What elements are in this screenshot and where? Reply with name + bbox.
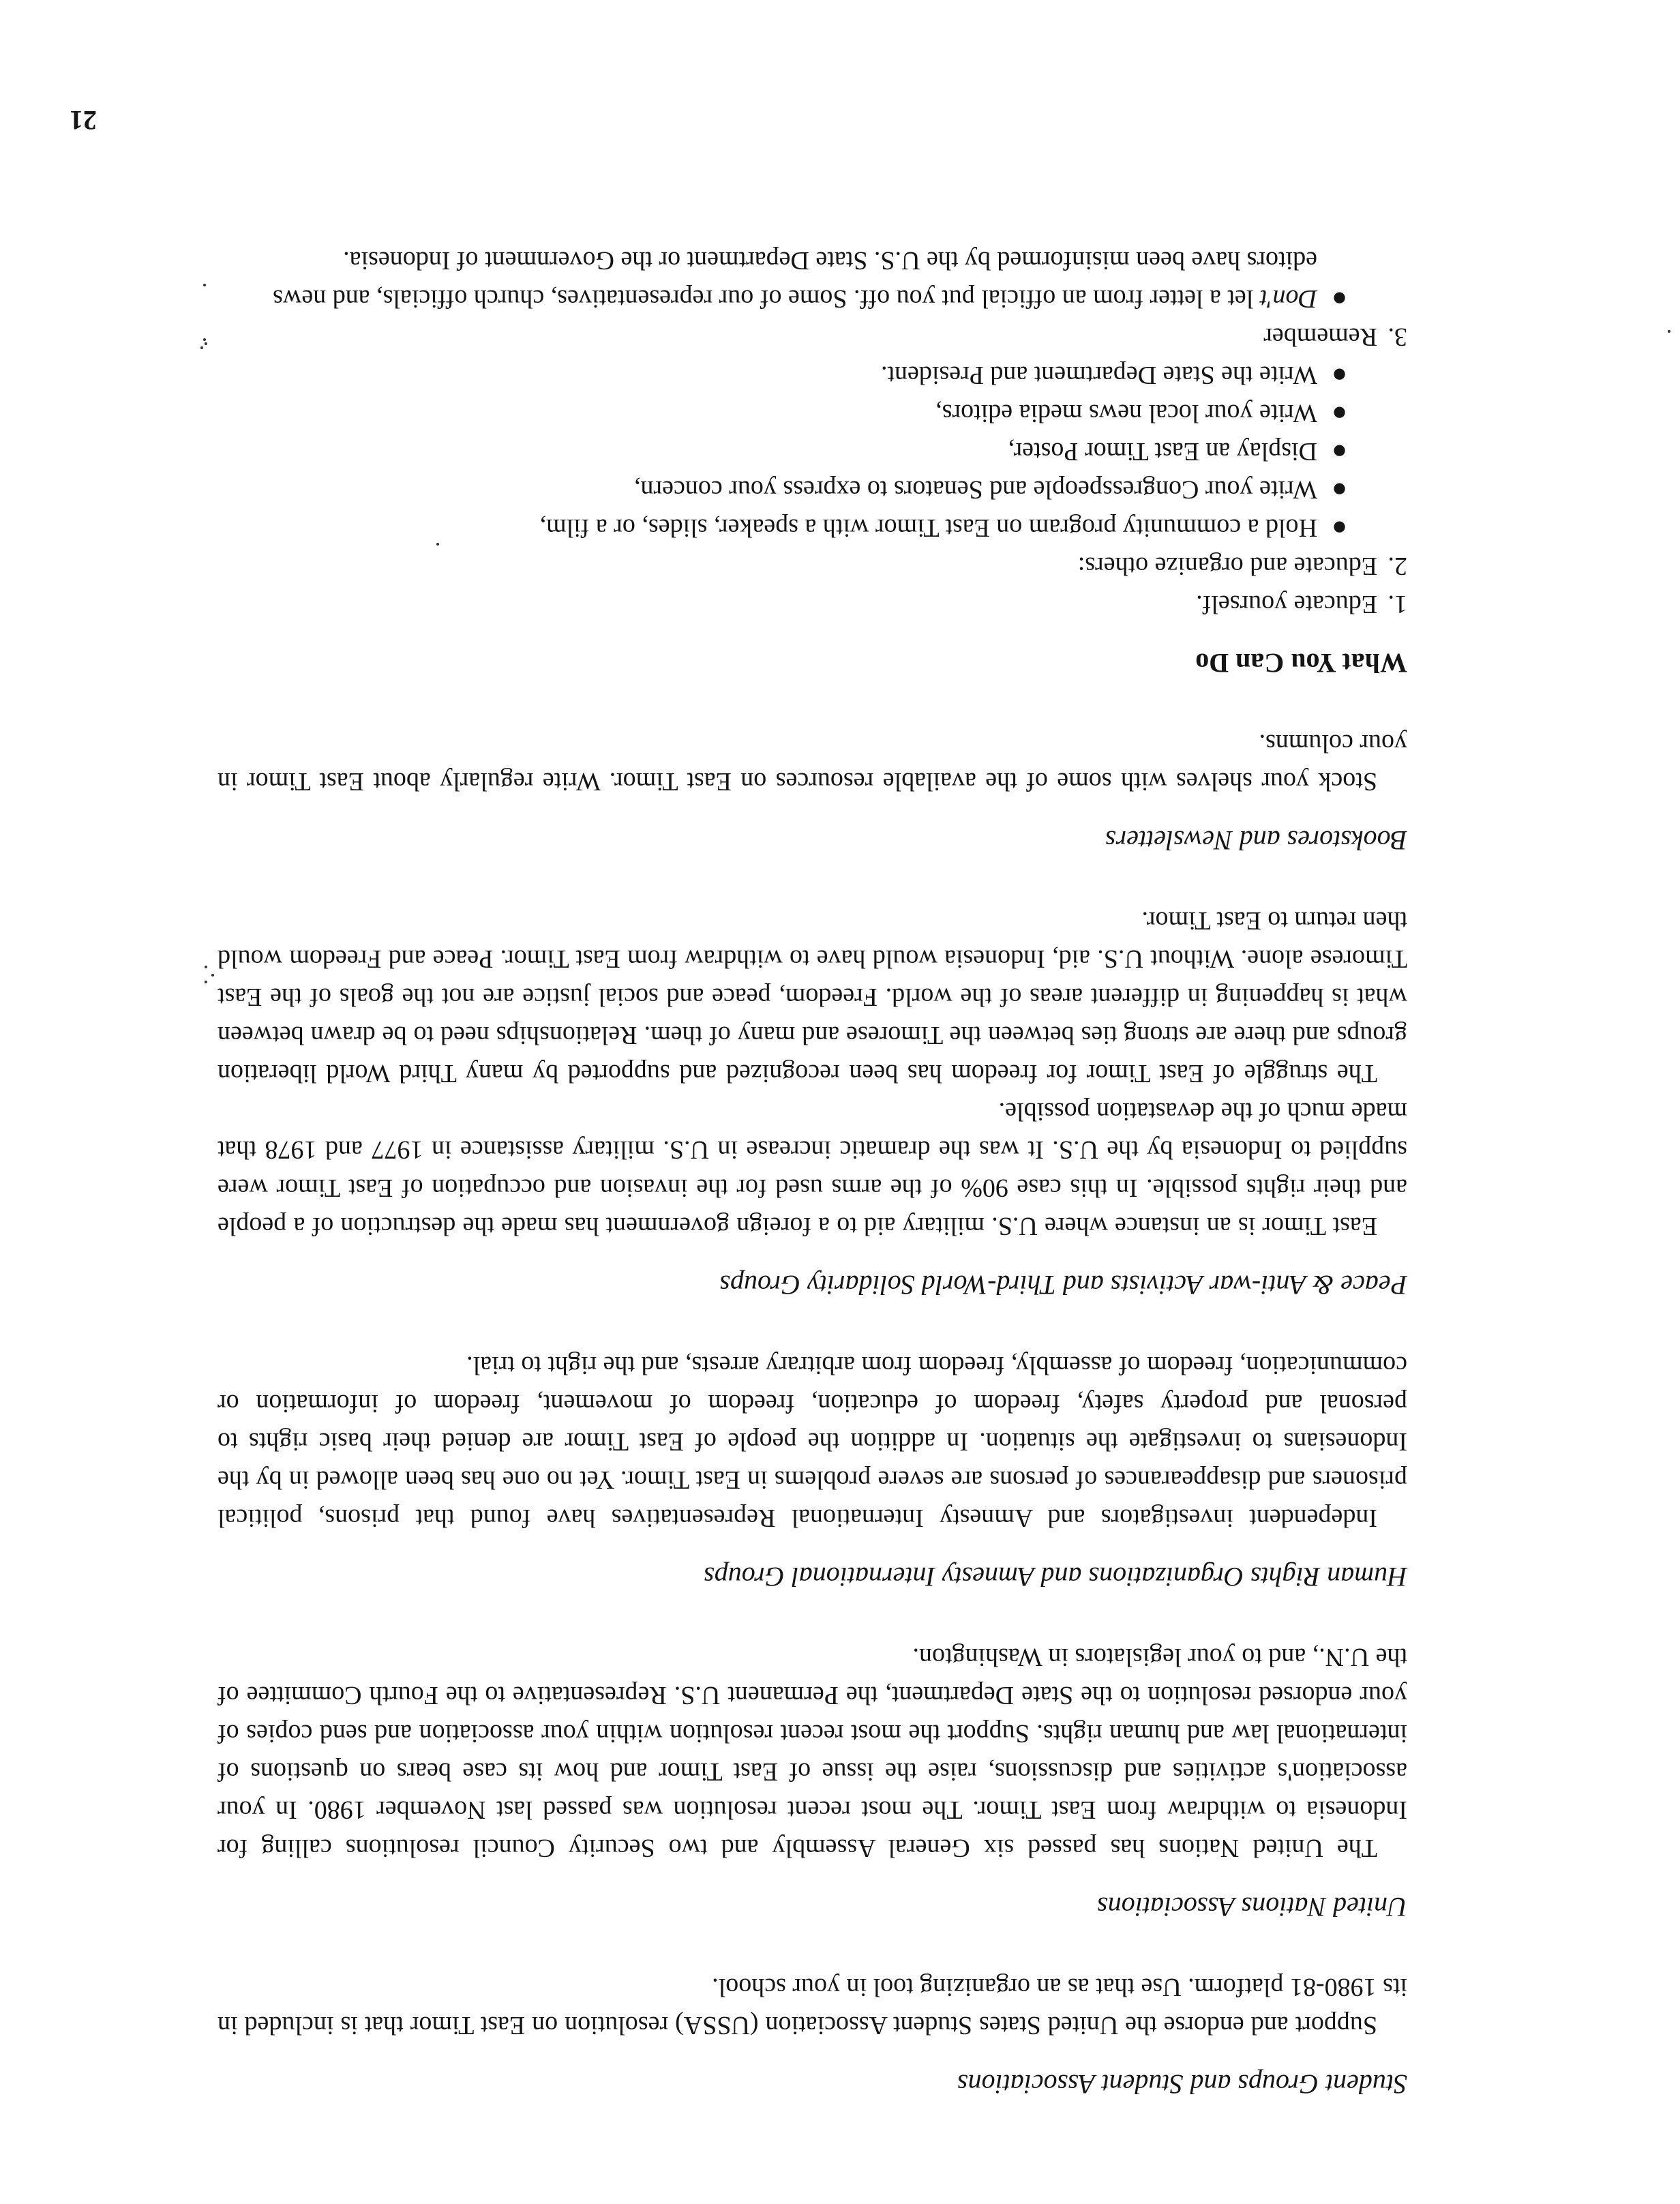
step-number: 2. [1388,552,1407,580]
section-heading: Peace & Anti-war Activists and Third-World Solidarity Groups [719,1270,1407,1300]
bullet-icon: ● [1332,361,1347,389]
bullet-text: Hold a community program on East Timor with a speaker, slides, or a film, [539,513,1317,542]
scan-speck [205,966,207,968]
scan-speck [203,284,206,286]
scan-speck [205,342,207,345]
section-peace-activists [217,902,1407,1304]
bullet-list [217,356,1377,547]
section-bookstores [217,724,1407,859]
action-step [217,356,1407,585]
section-paragraph: East Timor is an instance where U.S. military aid to a foreign government has made the destruction of a people and their rights possible. In this case 90% of the arms used for the invasion and occupation of East Timor were supplied to Indonesia by the U.S. It was the dramatic increase in U.S. military assistance in 1977 and 1978 that made much of the devastation possible. [217,1097,1407,1240]
section-heading: What You Can Do [1195,648,1407,679]
bullet-item [217,241,1347,318]
bullet-item [217,356,1347,394]
step-text: Remember [1263,323,1377,351]
section-paragraph: Independent investigators and Amnesty International Representatives have found that prisons, political prisoners and disappearances of persons are severe problems in East Timor. Yet no one has been allowed in by the Indonesians to investigate the situation. In addition the people of East Timor are denied their basic rights to personal and property safety, freedom of education, freedom of movement, freedom of information or communication, freedom of assembly, freedom from arbitrary arrests, and the right to trial. [217,1351,1407,1532]
bullet-text: Display an East Timor Poster, [1008,437,1317,466]
bullet-icon: ● [1332,437,1347,466]
step-number: 3. [1388,323,1407,351]
section-heading: United Nations Associations [1097,1892,1407,1922]
scan-speck [1668,330,1670,333]
section-paragraph: Support and endorse the United States Student Association (USSA) resolution on East Timor that is included in its 1980-81 platform. Use that as an organizing tool in your school. [217,1973,1407,2040]
bullet-icon: ● [1332,475,1347,504]
scan-speck [436,543,439,546]
scan-speck [205,981,207,983]
section-heading: Bookstores and Newsletters [1105,825,1407,856]
action-step [217,585,1407,623]
bullet-text: Write the State Department and President. [880,361,1317,389]
bullet-icon: ● [1332,513,1347,542]
section-un-associations [217,1638,1407,1926]
bullet-list [217,241,1377,318]
section-student-groups [217,1968,1407,2103]
section-paragraph: The United Nations has passed six General Assembly and two Security Council resolutions calling for Indonesia to withdraw from East Timor. The most recent resolution was passed last November 1980. In your association's activities and discussions, raise the issue of East Timor and how its case bears on questions of international law and human rights. Support the most recent resolution within your association and send copies of your endorsed resolution to the State Department, the Permanent U.S. Representative to the Fourth Committee of the U.N., and to your legislators in Washington. [217,1643,1407,1862]
bullet-item [217,509,1347,547]
section-human-rights [217,1346,1407,1596]
bullet-text: let a letter from an official put you off. Some of our representatives, church officials, and news editors have been misinformed by the U.S. State Department or the Government of Indonesia. [273,246,1317,313]
bullet-item [217,432,1347,471]
bullet-item [217,471,1347,509]
bullet-icon: ● [1332,284,1347,313]
action-steps [217,241,1407,623]
bullet-item [217,394,1347,432]
scan-speck [200,346,203,349]
step-text: Educate yourself. [1196,590,1377,619]
step-number: 1. [1388,590,1407,619]
section-what-you-can-do [217,241,1407,682]
section-heading: Student Groups and Student Associations [957,2069,1407,2100]
section-heading: Human Rights Organizations and Amnesty International Groups [704,1562,1407,1592]
page-number: 21 [70,105,97,136]
page-content [217,199,1407,2103]
emphasis-text: Don't [1259,284,1317,313]
step-text: Educate and organize others: [1077,552,1377,580]
section-paragraph: Stock your shelves with some of the available resources on East Timor. Write regularly about East Timor in your columns. [217,729,1407,796]
bullet-icon: ● [1332,399,1347,428]
scan-speck [211,974,214,977]
scan-speck [203,338,206,341]
action-step [217,241,1407,356]
section-paragraph: The struggle of East Timor for freedom has been recognized and supported by many Third World liberation groups and there are strong ties between the Timorese and many of them. Relationships need to be drawn between what is happening in different areas of the world. Freedom, peace and social justice are not the goals of the East Timorese alone. Without U.S. aid, Indonesia would have to withdraw from East Timor. Peace and Freedom would then return to East Timor. [217,906,1407,1088]
bullet-text: Write your Congresspeople and Senators to express your concern, [633,475,1317,504]
bullet-text: Write your local news media editors, [935,399,1317,428]
